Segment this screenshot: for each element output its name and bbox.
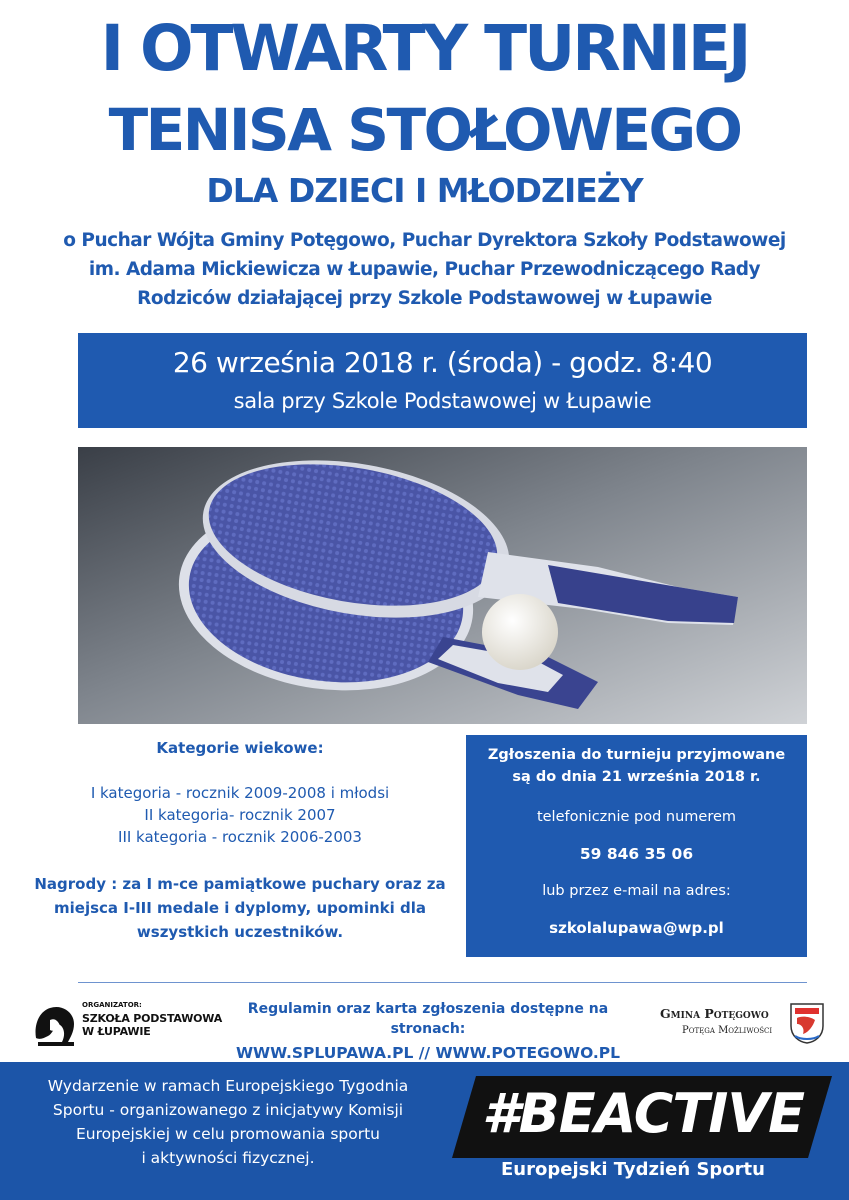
- footer-line: Sportu - organizowanego z inicjatywy Komisji: [52, 1101, 404, 1119]
- footer-line: i aktywności fizycznej.: [141, 1149, 315, 1167]
- european-sport-week: Europejski Tydzień Sportu: [501, 1159, 765, 1180]
- prizes-line: Nagrody : za I m-ce pamiątkowe puchary oraz za: [34, 875, 446, 893]
- footer-line: Wydarzenie w ramach Europejskiego Tygodnia: [47, 1077, 409, 1095]
- registration-heading-line: są do dnia 21 września 2018 r.: [512, 769, 761, 785]
- trophy-subtitle: [0, 226, 849, 313]
- email-address[interactable]: szkolalupawa@wp.pl: [549, 919, 724, 937]
- phone-label: telefonicznie pod numerem: [536, 809, 737, 825]
- registration-heading-line: Zgłoszenia do turnieju przyjmowane: [487, 747, 786, 763]
- footer-line: Europejskiej w celu promowania sportu: [76, 1125, 380, 1143]
- event-venue: sala przy Szkole Podstawowej w Łupawie: [233, 389, 652, 413]
- phone-number[interactable]: 59 846 35 06: [579, 845, 694, 863]
- subtitle-line: o Puchar Wójta Gminy Potęgowo, Puchar Dyrektora Szkoły Podstawowej: [63, 230, 786, 251]
- event-date: 26 września 2018 r. (środa) - godz. 8:40: [172, 346, 713, 379]
- ping-pong-paddles-image: [78, 447, 807, 724]
- category-item: III kategoria - rocznik 2006-2003: [118, 828, 362, 846]
- title-line-3: DLA DZIECI I MŁODZIEŻY: [206, 171, 643, 210]
- paddles-photo: [78, 447, 807, 724]
- rules-text: Regulamin oraz karta zgłoszenia dostępne na stronach:: [247, 1001, 609, 1037]
- organizer-name-line: W ŁUPAWIE: [82, 1025, 151, 1038]
- organizer-name: [82, 1012, 222, 1038]
- subtitle-line: Rodziców działającej przy Szkole Podstawowej w Łupawie: [137, 288, 712, 309]
- rules-info: [212, 999, 644, 1064]
- divider: [78, 982, 807, 983]
- registration-box: [466, 735, 807, 957]
- date-banner: [78, 333, 807, 428]
- title-line-1: I OTWARTY TURNIEJ: [100, 12, 749, 85]
- organizer-name-line: SZKOŁA PODSTAWOWA: [82, 1012, 223, 1025]
- rules-urls-link[interactable]: WWW.SPLUPAWA.PL // WWW.POTEGOWO.PL: [235, 1044, 621, 1062]
- subtitle-line: im. Adama Mickiewicza w Łupawie, Puchar Przewodniczącego Rady: [88, 259, 761, 280]
- gmina-tagline: Potęga Możliwości: [682, 1025, 773, 1036]
- footer-description: [18, 1074, 438, 1170]
- prizes-line: miejsca I-III medale i dyplomy, upominki dla: [54, 899, 426, 917]
- organizer-label: ORGANIZATOR:: [82, 1001, 142, 1009]
- gmina-crest-icon: [789, 1002, 825, 1044]
- title-line-2: TENISA STOŁOWEGO: [108, 96, 741, 164]
- categories-list: [30, 782, 450, 848]
- registration-heading: [466, 744, 807, 788]
- category-item: I kategoria - rocznik 2009-2008 i młodsi: [90, 784, 390, 802]
- prizes-line: wszystkich uczestników.: [136, 923, 344, 941]
- beactive-hashtag: #BEACTIVE: [482, 1082, 804, 1145]
- prizes-text: [30, 872, 450, 944]
- email-label: lub przez e-mail na adres:: [542, 883, 731, 899]
- gmina-name: Gmina Potęgowo: [660, 1006, 769, 1021]
- gmina-logo: [660, 1006, 772, 1036]
- age-categories-section: [30, 738, 450, 944]
- categories-title: Kategorie wiekowe:: [156, 739, 324, 757]
- category-item: II kategoria- rocznik 2007: [144, 806, 336, 824]
